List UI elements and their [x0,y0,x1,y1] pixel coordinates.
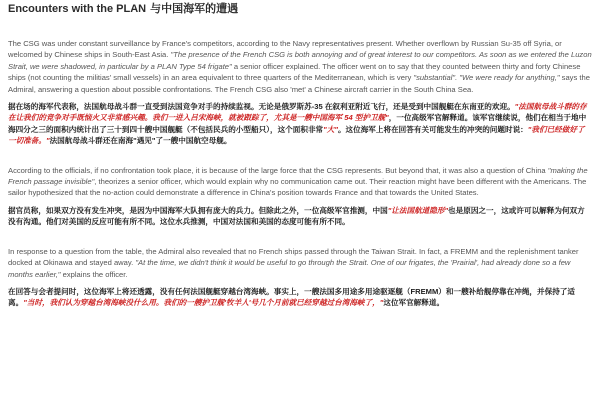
text-run: says the Admiral, answering a question about possible confrontations. The French CSG also 'met' a Chinese aircraft carrier in the South China Sea. [8,73,590,94]
quote: "The presence of the French CSG is both annoying and of great interest to our competitors. As soon as we entered the Luzon Strait, we were shadowed, in particular by a PLAN Type 54 frigate" [8,50,592,71]
paragraph-1-en [8,38,592,95]
quote: "At the time, we didn't think it would be useful to go through the Strait. One of our frigates, the 'Prairial', had already done so a few months earlier," [8,258,571,279]
text-run: a senior officer explained. The officer went on to say that they counted between thirty and forty Chinese ships (not counting the militias' small vessels) in an area equivalent to three quarters of the Mediterranean, which is very [8,61,581,83]
article-heading [8,2,592,16]
text-run: , theorizes a senior officer, which would explain why no communication came out. Their reaction might have been different with the Americans. The sailor hypothesized that the no-action could demonstrate a difference in China's position towards France and that towards the United States. [8,177,587,198]
quote: "making the French passage invisible" [8,165,588,187]
text-run: 据官员称，如果双方没有发生冲突，是因为中国海军大队拥有庞大的兵力。但除此之外，一位高级军官推测，中国 [8,205,388,215]
heading-zh: 与中国海军的遭遇 [150,3,239,15]
quote-red: "当时，我们认为穿越台湾海峡没什么用。我们的一艘护卫舰'牧羊人'号几个月前就已经穿越过台湾海峡了，" [23,298,384,308]
text-run: The CSG was under constant surveillance by France's competitors, according to the Navy representatives present. Whether overflown by Russian Su-35 off Syria, or welcomed by Chinese ships in South-East Asia. [8,39,562,60]
quote: "substantial". "We were ready for anything," [413,73,560,83]
paragraph-3-en [8,246,592,280]
text-run: ，一位高级军官解释道。该军官继续说，他们在相当于地中海四分之三的面积内统计出了三十到四十艘中国舰艇（不包括民兵的小型船只），这个面积非常 [8,113,587,134]
text-run: 在回答与会者提问时，这位海军上将还透露，没有任何法国舰艇穿越台湾海峡。事实上，一艘法国多用途多用途驱逐舰（FREMM）和一艘补给舰停靠在冲绳，并保持了适离。 [8,286,575,308]
text-run: In response to a question from the table, the Admiral also revealed that no French ships passed through the Taiwan Strait. In fact, a FREMM and the replenishment tanker docked at Okinawa and stayed away. [8,246,579,268]
heading-en: Encounters with the PLAN [8,3,147,15]
quote-red: "我们已经做好了一切准备。" [8,124,585,146]
paragraph-2-en [8,165,592,199]
text-run: explains the officer. [60,269,128,279]
quote-red: "让法国航道隐形" [387,205,449,215]
paragraph-2-zh [8,205,592,228]
text-run: According to the officials, if no confrontation took place, it is because of the large force that the CSG represents. But beyond that, it was also a question of China [8,165,548,175]
paragraph-3-zh [8,286,592,309]
text-run: 这位军官解释道。 [383,298,445,308]
quote-red: "大" [323,124,338,134]
paragraph-1-zh [8,101,592,147]
text-run: 法国航母战斗群还在南海"遇见"了一艘中国航空母舰。 [49,136,232,146]
text-run: 也是原因之一，这或许可以解释为何双方没有沟通。他们对美国的反应可能有所不同。这位水兵推测，中国对法国和美国的态度可能有所不同。 [8,205,585,227]
text-run: 据在场的海军代表称，法国航母战斗群一直受到法国竞争对手的持续监视。无论是俄罗斯苏-35 在叙利亚附近飞行，还是受到中国舰艇在东南亚的欢迎。 [8,102,515,112]
quote-red: "法国航母战斗群的存在让我们的竞争对手既恼火又非常感兴趣。我们一进入吕宋海峡，就被跟踪了，尤其是一艘中国海军 54 型护卫舰" [8,102,587,123]
text-run: 。这位海军上将在回答有关可能发生的冲突的问题时说： [337,124,528,134]
